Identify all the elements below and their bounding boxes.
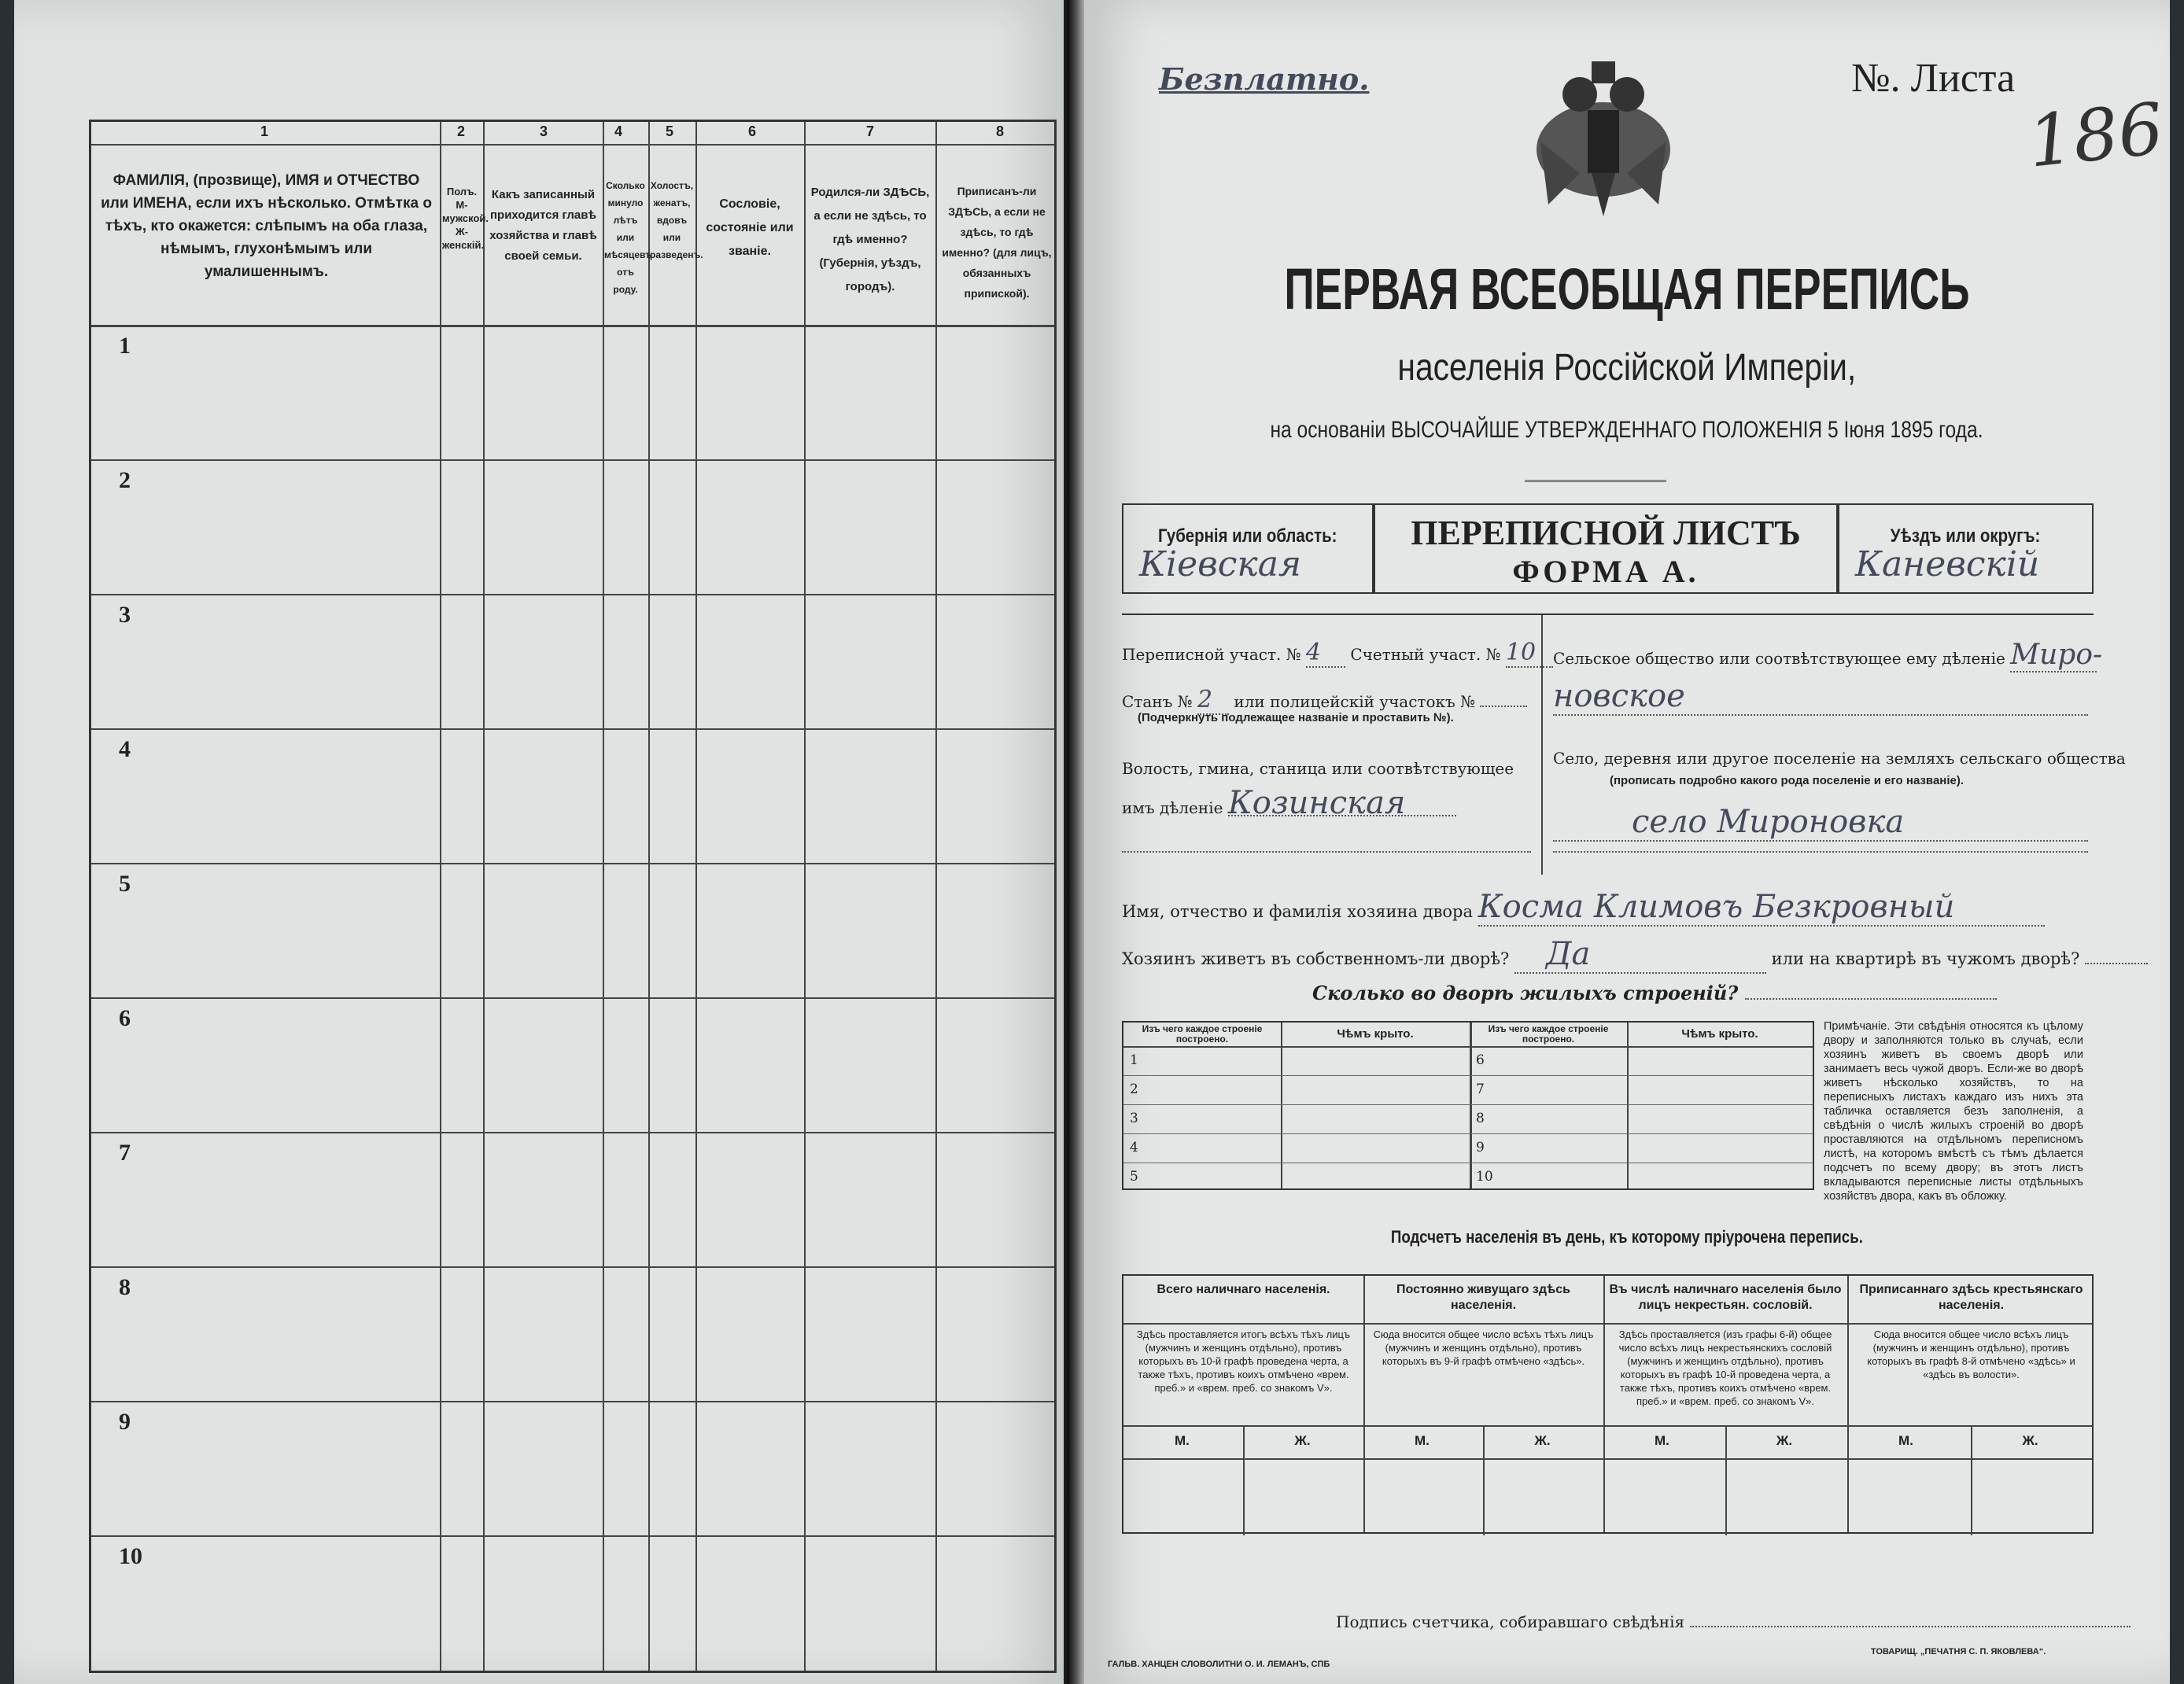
uchastok-row [1122, 639, 1553, 668]
count-table [1122, 1274, 2094, 1534]
bld-row-number-left: 2 [1130, 1082, 1138, 1097]
society-label: Сельское общество или соотвѣтствующее ему дѣленіе [1553, 649, 2005, 668]
uezd-value: Каневскій [1855, 544, 2040, 584]
row-divider [91, 459, 1054, 461]
count-col-head: Всего наличнаго населенія. [1157, 1283, 1330, 1296]
signature-label: Подпись счетчика, собиравшаго свѣдѣнія [1336, 1612, 1685, 1631]
count-col-desc: Сюда вносится общее число всѣхъ лицъ (мужчинъ и женщинъ отдѣльно), противъ которыхъ въ графѣ 8-й отмѣчено «здѣсь» и «здѣсь въ волости». [1867, 1328, 2075, 1380]
uchastok-label: Переписной участ. № [1122, 645, 1301, 664]
buildings-table [1122, 1021, 1814, 1190]
row-divider [91, 1401, 1054, 1402]
village-value: село Мироновка [1553, 804, 2088, 842]
owner-value: Косма Климовъ Безкровный [1478, 889, 2045, 927]
count-col-m: М. [1415, 1433, 1430, 1448]
row-number: 2 [119, 467, 131, 493]
bld-row-divider [1123, 1104, 1813, 1105]
printer-right: ТОВАРИЩ. „ПЕЧАТНЯ С. П. ЯКОВЛЕВА“. [1871, 1647, 2046, 1656]
row-divider [91, 997, 1054, 999]
row-divider [91, 594, 1054, 595]
bld-row-number-left: 3 [1130, 1111, 1138, 1126]
owner-label: Имя, отчество и фамилія хозяина двора [1122, 902, 1474, 921]
count-col-desc: Здѣсь проставляется итогъ всѣхъ тѣхъ лицъ (мужчинъ и женщинъ отдѣльно), противъ которыхъ въ 10-й графѣ проведена черта, а также тѣхъ, противъ коихъ отмѣчено «врем. преб.» и «врем. преб. со знакомъ V». [1136, 1328, 1351, 1394]
col-num-5: 5 [666, 123, 674, 139]
bld-row-number-right: 8 [1476, 1111, 1485, 1126]
row-number: 3 [119, 602, 131, 628]
header-estate: Сословіе, состояніе или званіе. [706, 197, 794, 258]
gubernia-box [1122, 503, 1374, 594]
underline-note: (Подчеркнуть подлежащее названіе и проставить №). [1138, 711, 1454, 724]
column-number-row [91, 122, 1054, 146]
volost-value: Козинская [1228, 791, 1456, 816]
row-divider [91, 1132, 1054, 1133]
bld-row-number-right: 7 [1476, 1082, 1485, 1097]
imperial-eagle-icon [1533, 55, 1674, 220]
form-title-box [1374, 503, 1838, 594]
count-title: Подсчетъ населенія въ день, къ которому пріурочена перепись. [1391, 1227, 1863, 1247]
count-col-m: М. [1898, 1433, 1913, 1448]
bld-head-material-left: Изъ чего каждое строеніе построено. [1142, 1023, 1263, 1045]
society-row [1553, 639, 2103, 672]
col-num-4: 4 [614, 123, 623, 139]
own-yard-value: Да [1514, 936, 1766, 974]
address-block [1122, 614, 2126, 873]
header-marital: Холостъ, женатъ, вдовъ или разведенъ. [650, 180, 703, 260]
bld-row-number-right: 9 [1476, 1140, 1485, 1155]
row-number: 6 [119, 1005, 131, 1031]
left-census-table [89, 120, 1057, 1673]
own-yard-label: Хозяинъ живетъ въ собственномъ-ли дворѣ? [1122, 949, 1510, 968]
col-num-6: 6 [748, 123, 757, 139]
count-col-m: М. [1655, 1433, 1669, 1448]
row-number: 1 [119, 333, 131, 359]
count-col-zh: Ж. [2022, 1433, 2038, 1448]
census-subtitle: населенія Россійской Имперіи, [1397, 347, 1857, 389]
row-number: 5 [119, 871, 131, 897]
printer-left: ГАЛЬВ. ХАНЦЕН СЛОВОЛИТНИ О. И. ЛЕМАНЪ, СПБ [1108, 1660, 1330, 1669]
header-name: ФАМИЛІЯ, (прозвище), ИМЯ и ОТЧЕСТВО или ИМЕНА, если ихъ нѣсколько. Отмѣтка о тѣхъ, кто окажется: слѣпымъ на оба глаза, нѣмымъ, глухонѣмымъ или умалишеннымъ. [101, 172, 432, 280]
row-number: 4 [119, 736, 131, 762]
row-divider [91, 1535, 1054, 1537]
stan-label: Станъ № [1122, 692, 1193, 711]
gubernia-label: Губернія или область: [1158, 525, 1337, 547]
row-divider [91, 1266, 1054, 1268]
bld-row-number-right: 10 [1476, 1169, 1493, 1185]
row-divider [91, 863, 1054, 864]
count-col-desc: Здѣсь проставляется (изъ графы 6-й) общее число всѣхъ лицъ некрестьянскихъ сословій (мужчинъ и женщинъ отдѣльно), противъ которыхъ въ графѣ 10-й проведена черта, а также тѣхъ, противъ коихъ отмѣчено «врем. преб.» и «врем. преб. со знакомъ V». [1618, 1328, 1832, 1407]
header-birthplace: Родился-ли ЗДѢСЬ, а если не здѣсь, то гдѣ именно? (Губернія, уѣздъ, городъ). [810, 186, 930, 293]
count-col-zh: Ж. [1534, 1433, 1551, 1448]
village-note: (прописать подробно какого рода поселеніе и его названіе). [1610, 774, 1964, 787]
uezd-label: Уѣздъ или округъ: [1891, 525, 2041, 547]
rent-label: или на квартирѣ въ чужомъ дворѣ? [1771, 949, 2080, 968]
village-label: Село, деревня или другое поселеніе на земляхъ сельскаго общества [1553, 749, 2126, 768]
census-title: ПЕРВАЯ ВСЕОБЩАЯ ПЕРЕПИСЬ [1284, 256, 1970, 322]
uezd-box [1838, 503, 2094, 594]
count-col-head: Въ числѣ наличнаго населенія было лицъ некрестьян. сословій. [1609, 1283, 1842, 1312]
row-number: 10 [119, 1543, 142, 1569]
signature-row [1336, 1612, 2131, 1631]
note-text: Примѣчаніе. Эти свѣдѣнія относятся къ цѣлому двору и заполняются только въ случаѣ, если хозяинъ живетъ въ своемъ дворѣ или занимаетъ весь чужой дворъ. Если-же во дворѣ живетъ нѣсколько хозяйствъ, то на переписныхъ листахъ каждаго изъ нихъ эта табличка оставляется безъ заполненія, а свѣдѣнія о числѣ жилыхъ строеній во дворѣ проставляются на отдѣльномъ переписномъ листѣ, на которомъ вмѣстѣ съ тѣмъ дѣлается подсчетъ по всему двору; въ этотъ листъ вкладываются переписные листы отдѣльныхъ хозяйствъ двора, какъ въ обложку. [1824, 1020, 2083, 1203]
bld-head-roof-left: Чѣмъ крыто. [1337, 1027, 1414, 1041]
count-col-head: Постоянно живущаго здѣсь населенія. [1396, 1283, 1570, 1312]
sheet-number: 186 [2024, 87, 2167, 184]
row-divider [91, 728, 1054, 730]
col-num-8: 8 [996, 123, 1005, 139]
header-age: Сколько минуло лѣтъ или мѣсяцевъ отъ роду. [604, 180, 652, 295]
basis-line: на основаніи ВЫСОЧАЙШЕ УТВЕРЖДЕННАГО ПОЛОЖЕНІЯ 5 Іюня 1895 года. [1270, 417, 1984, 443]
sheet-label: №. Листа [1851, 56, 2016, 101]
police-label: или полицейскій участокъ № [1234, 692, 1476, 711]
header-registered: Приписанъ-ли ЗДѢСЬ, а если не здѣсь, то гдѣ именно? (для лицъ, обязанныхъ припиской). [942, 185, 1052, 300]
owner-row [1122, 889, 2045, 927]
schetny-label: Счетный участ. № [1350, 645, 1501, 664]
row-number: 9 [119, 1409, 131, 1435]
left-page [14, 0, 1064, 1684]
bld-row-number-left: 1 [1130, 1052, 1138, 1068]
form-title: ПЕРЕПИСНОЙ ЛИСТЪ [1411, 514, 1801, 552]
form-sub: ФОРМА А. [1512, 554, 1699, 589]
buildings-label: Сколько во дворѣ жилыхъ строеній? [1312, 982, 1739, 1004]
count-col-head: Приписаннаго здѣсь крестьянскаго населенія. [1859, 1283, 2083, 1312]
count-col-desc: Сюда вносится общее число всѣхъ тѣхъ лицъ (мужчинъ и женщинъ отдѣльно), противъ которыхъ въ 9-й графѣ отмѣчено «здѣсь». [1373, 1328, 1594, 1367]
col-num-1: 1 [260, 123, 269, 139]
bld-row-divider [1123, 1133, 1813, 1134]
bld-row-number-left: 4 [1130, 1140, 1138, 1155]
free-label: Безплатно. [1159, 61, 1370, 97]
count-col-zh: Ж. [1776, 1433, 1793, 1448]
col-num-2: 2 [457, 123, 466, 139]
header-relation: Какъ записанный приходится главѣ хозяйства и главѣ своей семьи. [489, 188, 597, 263]
right-page [1084, 0, 2170, 1684]
col-num-3: 3 [540, 123, 548, 139]
bld-row-number-right: 6 [1476, 1052, 1485, 1068]
society-value-2: новское [1553, 678, 2088, 716]
stan-value: 2 [1197, 686, 1229, 715]
gubernia-value: Кіевская [1139, 544, 1302, 584]
volost-row [1122, 749, 1531, 827]
row-number: 8 [119, 1274, 131, 1300]
ornament-divider [1525, 480, 1666, 482]
schetny-value: 10 [1506, 639, 1553, 668]
uchastok-value: 4 [1306, 639, 1345, 668]
buildings-row [1312, 982, 1997, 1004]
bld-row-divider [1123, 1075, 1813, 1076]
bld-row-number-left: 5 [1130, 1169, 1138, 1185]
count-col-zh: Ж. [1294, 1433, 1311, 1448]
bld-head-roof-right: Чѣмъ крыто. [1681, 1027, 1758, 1041]
header-sex: Полъ. М-мужской. Ж-женскій. [442, 186, 489, 251]
volost-label: Волость, гмина, станица или соотвѣтствующее имъ дѣленіе [1122, 759, 1514, 817]
society-value-1: Миро- [2010, 639, 2103, 671]
row-number: 7 [119, 1140, 131, 1166]
col-num-7: 7 [866, 123, 875, 139]
bld-head-material-right: Изъ чего каждое строеніе построено. [1488, 1023, 1609, 1045]
own-yard-row [1122, 936, 2148, 974]
count-col-m: М. [1175, 1433, 1190, 1448]
